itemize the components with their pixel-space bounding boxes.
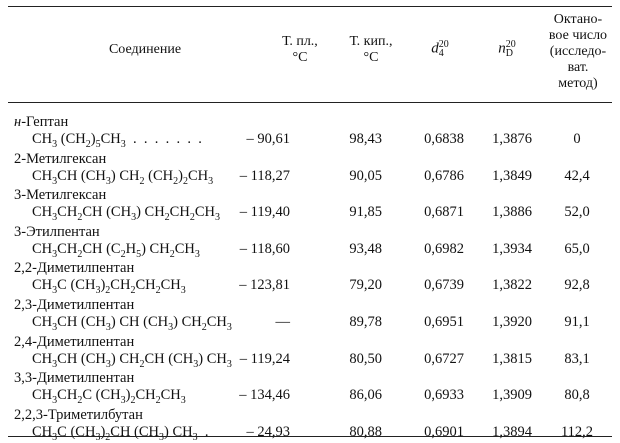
- header-compound: Соединение: [108, 42, 182, 57]
- refractive-index: 1,3815: [492, 350, 532, 367]
- density: 0,6727: [424, 350, 464, 367]
- octane-number: 80,8: [564, 387, 590, 404]
- melting-point: – 123,81: [239, 277, 290, 294]
- compound-formula: $CH_3CH_2CH$ $(C_2H_5)$ $CH_2CH_3$: [32, 240, 200, 260]
- compound-name: 2,2-Диметилпентан: [14, 260, 135, 277]
- refractive-index: 1,3886: [492, 204, 532, 221]
- density: 0,6982: [424, 240, 464, 257]
- octane-number: 52,0: [564, 204, 590, 221]
- melting-point: – 134,46: [239, 387, 290, 404]
- density: 0,6901: [424, 423, 464, 440]
- compound-name: 3,3-Диметилпентан: [14, 370, 135, 387]
- compound-formula: $CH_3CH_2C$ $(CH_3)_2CH_2CH_3$: [32, 387, 186, 407]
- octane-number: 92,8: [564, 277, 590, 294]
- boiling-point: 79,20: [349, 277, 382, 294]
- density: 0,6739: [424, 277, 464, 294]
- melting-point: – 118,27: [239, 167, 290, 184]
- melting-point: – 118,60: [239, 240, 290, 257]
- compound-name: н-Гептан: [14, 114, 69, 130]
- compound-name: 2,3-Диметилпентан: [14, 297, 135, 313]
- boiling-point: 90,05: [349, 167, 382, 184]
- octane-number: 83,1: [564, 350, 590, 367]
- header-density: d 20 4: [431, 39, 449, 59]
- refractive-index: 1,3849: [492, 167, 532, 184]
- melting-point: – 119,24: [239, 350, 290, 367]
- density: 0,6786: [424, 167, 464, 184]
- boiling-point: 80,88: [349, 423, 382, 440]
- melting-point: – 24,93: [246, 423, 290, 440]
- octane-number: 42,4: [564, 167, 590, 184]
- compound-formula: $CH_3C$ $(CH_3)_2CH_2CH_2CH_3$: [32, 277, 186, 297]
- compound-formula: $CH_3CH$ $(CH_3)$ $CH_2$ $(CH_2)_2CH_3$: [32, 167, 214, 187]
- compound-formula: $CH_3CH_2CH$ $(CH_3)$ $CH_2CH_2CH_3$: [32, 204, 220, 224]
- density: 0,6838: [424, 131, 464, 147]
- boiling-point: 93,48: [349, 240, 382, 257]
- header-octane-number: Октано- вое число (исследо- ват. метод): [548, 12, 608, 91]
- boiling-point: 86,06: [349, 387, 382, 404]
- compound-formula: $CH_3$ $(CH_2)_5CH_3$ . . . . . . .: [32, 131, 202, 150]
- compound-formula: $CH_3CH$ $(CH_3)$ $CH_2CH$ $(CH_3)$ $CH_3$: [32, 350, 232, 370]
- melting-point: – 90,61: [246, 131, 290, 147]
- density: 0,6933: [424, 387, 464, 404]
- octane-number: 112,2: [560, 423, 594, 440]
- octane-number: 65,0: [564, 240, 590, 257]
- refractive-index: 1,3920: [492, 314, 532, 330]
- octane-number: 91,1: [564, 314, 590, 330]
- header-refractive-index: n 20 D: [498, 39, 516, 59]
- density: 0,6871: [424, 204, 464, 221]
- melting-point: – 119,40: [239, 204, 290, 221]
- melting-point: —: [275, 314, 290, 330]
- top-rule: [8, 6, 612, 7]
- refractive-index: 1,3894: [492, 423, 532, 440]
- compound-name: 2,4-Диметилпентан: [14, 333, 135, 350]
- compound-name: 2-Метилгексан: [14, 150, 107, 167]
- compound-name: 3-Метилгексан: [14, 187, 107, 204]
- refractive-index: 1,3876: [492, 131, 532, 147]
- header-rule: [8, 102, 612, 103]
- boiling-point: 89,78: [349, 314, 382, 330]
- compound-name: 2,2,3-Триметилбутан: [14, 406, 143, 423]
- header-boiling-point: Т. кип., °C: [349, 34, 393, 65]
- boiling-point: 98,43: [349, 131, 382, 147]
- boiling-point: 80,50: [349, 350, 382, 367]
- compound-formula: $CH_3CH$ $(CH_3)$ CH $(CH_3)$ $CH_2CH_3$: [32, 314, 232, 333]
- bottom-rule: [8, 436, 612, 437]
- octane-number: 0: [573, 131, 581, 147]
- compound-name: 3-Этилпентан: [14, 223, 100, 240]
- refractive-index: 1,3934: [492, 240, 532, 257]
- density: 0,6951: [424, 314, 464, 330]
- header-melting-point: Т. пл., °C: [282, 34, 318, 65]
- compound-formula: $CH_3C$ $(CH_3)_2CH$ $(CH_3)$ $CH_3$ .: [32, 423, 209, 443]
- boiling-point: 91,85: [349, 204, 382, 221]
- refractive-index: 1,3822: [492, 277, 532, 294]
- refractive-index: 1,3909: [492, 387, 532, 404]
